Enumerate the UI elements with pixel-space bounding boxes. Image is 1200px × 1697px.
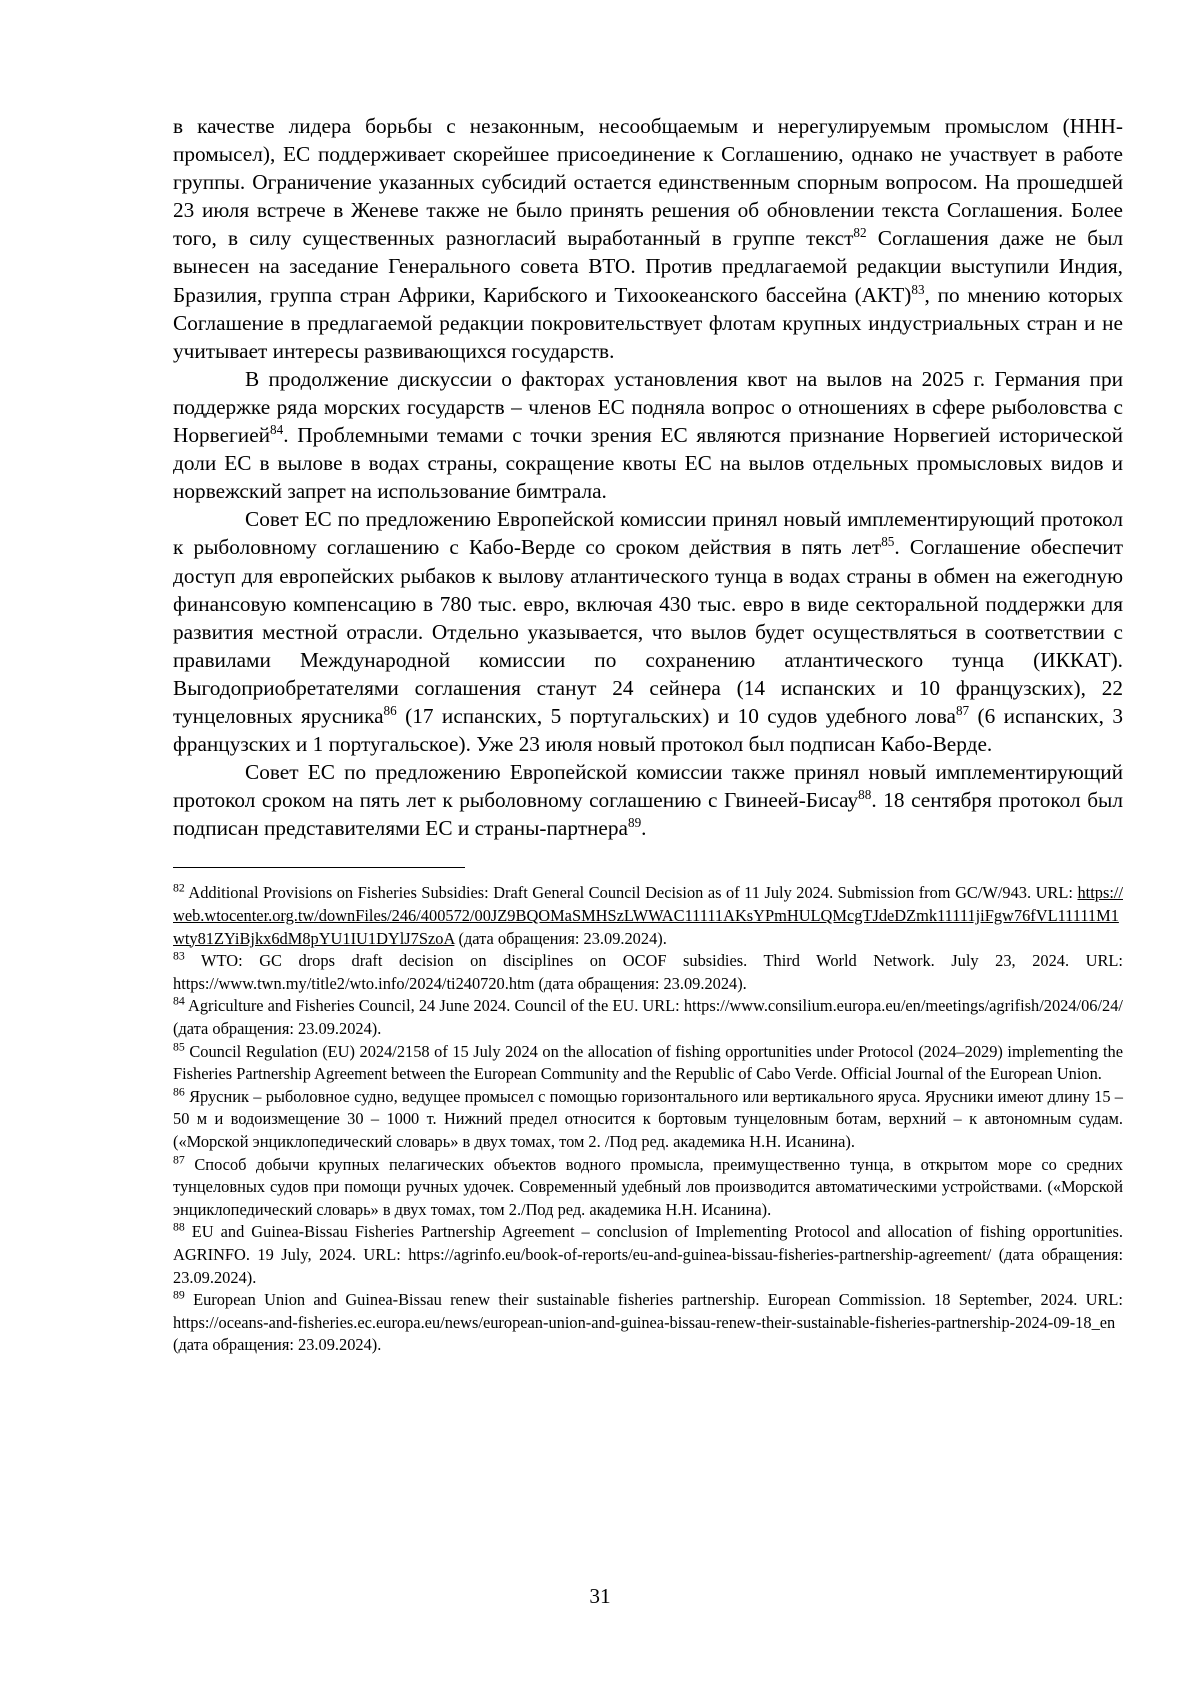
footnote-89 bbox=[173, 1289, 1123, 1357]
footnote-number: 82 bbox=[173, 880, 185, 895]
body-text bbox=[173, 112, 1123, 842]
footnote-87 bbox=[173, 1154, 1123, 1222]
footnote-link[interactable]: https://web.wtocenter.org.tw/downFiles/246/400572/00JZ9BQOMaSMHSzLWWAC11111AKsYPmHULQMcgTJdeDZmk11111jiFgw76fVL11111M1wty81ZYiBjkx6dM8pYU1IU1DYlJ7SzoA bbox=[173, 883, 1123, 948]
footnote-85 bbox=[173, 1041, 1123, 1086]
footnote-82 bbox=[173, 882, 1123, 950]
paragraph-text: . Соглашение обеспечит доступ для европейских рыбаков к вылову атлантического тунца в водах страны в обмен на ежегодную финансовую компенсацию в 780 тыс. евро, включая 430 тыс. евро в виде секторальной поддержки для развития местной отрасли. Отдельно указывается, что вылов будет осуществляться в соответствии с правилами Международной комиссии по сохранению атлантического тунца (ИККАТ). Выгодоприобретателями соглашения станут 24 сейнера (14 испанских и 10 французских), 22 тунцеловных ярусника bbox=[173, 535, 1124, 728]
paragraph-text: , по мнению которых Соглашение в предлагаемой редакции покровительствует флотам крупных индустриальных стран и не учитывает интересы развивающихся государств. bbox=[173, 282, 1123, 363]
footnote-number: 86 bbox=[173, 1084, 185, 1099]
footnote-number: 83 bbox=[173, 948, 185, 963]
paragraph-text: В продолжение дискуссии о факторах установления квот на вылов на 2025 г. Германия при поддержке ряда морских государств – членов ЕС подняла вопрос о отношениях в сфере рыболовства с Норвегией bbox=[173, 366, 1123, 448]
paragraph-text: Совет ЕС по предложению Европейской комиссии принял новый имплементирующий протокол к рыболовному соглашению с Кабо-Верде со сроком действия в пять лет bbox=[173, 507, 1123, 560]
paragraph-text: (6 испанских, 3 французских и 1 португальское). Уже 23 июля новый протокол был подписан Кабо-Верде. bbox=[173, 703, 1123, 757]
paragraph-text: . Проблемными темами с точки зрения ЕС являются признание Норвегией исторической доли ЕС в вылове в водах страны, сокращение квоты ЕС на вылов отдельных промысловых видов и норвежский запрет на использование бимтрала. bbox=[173, 423, 1123, 504]
page-number: 31 bbox=[589, 1584, 611, 1608]
footnote-84 bbox=[173, 995, 1123, 1040]
footnote-text: WTO: GC drops draft decision on disciplines on OCOF subsidies. Third World Network. July 23, 2024. URL: https://www.twn.my/title2/wto.info/2024/ti240720.htm (дата обращения: 23.09.2024). bbox=[173, 951, 1123, 993]
paragraph-4 bbox=[173, 758, 1123, 842]
footnote-ref-89[interactable]: 89 bbox=[627, 815, 642, 831]
footnote-text: Additional Provisions on Fisheries Subsidies: Draft General Council Decision as of 11 July 2024. Submission from GC/W/943. URL: bbox=[184, 883, 1078, 903]
footnote-number: 84 bbox=[173, 993, 185, 1008]
footnote-text: European Union and Guinea-Bissau renew their sustainable fisheries partnership. European Commission. 18 September, 2024. URL: https://oceans-and-fisheries.ec.europa.eu/news/european-union-and-guinea-bissau-renew-their-sustainable-fisheries-partnership-2024-09-18_en (дата обращения: 23.09.2024). bbox=[173, 1290, 1123, 1355]
paragraph-3 bbox=[173, 505, 1123, 758]
footnote-ref-86[interactable]: 86 bbox=[383, 702, 397, 718]
footnote-number: 88 bbox=[173, 1219, 185, 1234]
paragraph-text: Соглашения даже не был вынесен на заседание Генерального совета ВТО. Против предлагаемой редакции выступили Индия, Бразилия, группа стран Африки, Карибского и Тихоокеанского бассейна (АКТ) bbox=[173, 226, 1123, 307]
footnote-number: 89 bbox=[173, 1287, 185, 1302]
footnote-text: Agriculture and Fisheries Council, 24 June 2024. Council of the EU. URL: https://www.consilium.europa.eu/en/meetings/agrifish/2024/06/24/ (дата обращения: 23.09.2024). bbox=[173, 996, 1123, 1038]
footnote-number: 87 bbox=[173, 1152, 185, 1167]
footnote-text: Способ добычи крупных пелагических объектов водного промысла, преимущественно тунца, в открытом море со средних тунцеловных судов при помощи ручных удочек. Современный удебный лов производится автоматическими устройствами. («Морской энциклопедический словарь» в двух томах, том 2./Под ред. академика Н.Н. Исанина). bbox=[173, 1154, 1123, 1219]
page-content bbox=[173, 112, 1123, 1357]
paragraph-text: Совет ЕС по предложению Европейской комиссии также принял новый имплементирующий протокол сроком на пять лет к рыболовному соглашению с Гвинеей-Бисау bbox=[173, 760, 1123, 813]
paragraph-1 bbox=[173, 112, 1123, 365]
paragraph-text: в качестве лидера борьбы с незаконным, несообщаемым и нерегулируемым промыслом (ННН-промысел), ЕС поддерживает скорейшее присоединение к Соглашению, однако не участвует в работе группы. Ограничение указанных субсидий остается единственным спорным вопросом. На прошедшей 23 июля встрече в Женеве также не было принять решения об обновлении текста Соглашения. Более того, в силу существенных разногласий выработанный в группе текст bbox=[173, 114, 1123, 251]
footnote-ref-84[interactable]: 84 bbox=[270, 421, 284, 437]
footnote-ref-83[interactable]: 83 bbox=[911, 281, 925, 297]
paragraph-text: . 18 сентября протокол был подписан представителями ЕС и страны-партнера bbox=[173, 788, 1123, 841]
footnotes bbox=[173, 882, 1123, 1356]
footnote-88 bbox=[173, 1221, 1123, 1289]
footnote-ref-87[interactable]: 87 bbox=[955, 702, 970, 718]
footnote-86 bbox=[173, 1086, 1123, 1154]
footnote-text: (дата обращения: 23.09.2024). bbox=[454, 928, 667, 948]
footnote-text: Council Regulation (EU) 2024/2158 of 15 July 2024 on the allocation of fishing opportunities under Protocol (2024–2029) implementing the Fisheries Partnership Agreement between the European Community and the Republic of Cabo Verde. Official Journal of the European Union. bbox=[173, 1041, 1123, 1084]
footnote-ref-85[interactable]: 85 bbox=[881, 534, 895, 550]
paragraph-text: (17 испанских, 5 португальских) и 10 судов удебного лова bbox=[396, 703, 956, 728]
footnote-separator bbox=[173, 867, 465, 868]
paragraph-text: . bbox=[641, 816, 647, 841]
paragraph-2 bbox=[173, 365, 1123, 505]
footnote-text: Ярусник – рыболовное судно, ведущее промысел с помощью горизонтального или вертикального яруса. Ярусники имеют длину 15 – 50 м и водоизмещение 30 – 1000 т. Нижний предел относится к бортовым тунцеловным ботам, верхний – к автономным судам. («Морской энциклопедический словарь» в двух томах, том 2. /Под ред. академика Н.Н. Исанина). bbox=[173, 1086, 1123, 1151]
footnote-ref-82[interactable]: 82 bbox=[853, 225, 867, 241]
footnote-text: EU and Guinea-Bissau Fisheries Partnership Agreement – conclusion of Implementing Protocol and allocation of fishing opportunities. AGRINFO. 19 July, 2024. URL: https://agrinfo.eu/book-of-reports/eu-and-guinea-bissau-fisheries-partnership-agreement/ (дата обращения: 23.09.2024). bbox=[173, 1222, 1123, 1287]
footnote-ref-88[interactable]: 88 bbox=[858, 787, 872, 803]
footnote-83 bbox=[173, 950, 1123, 995]
footnote-number: 85 bbox=[173, 1039, 185, 1054]
